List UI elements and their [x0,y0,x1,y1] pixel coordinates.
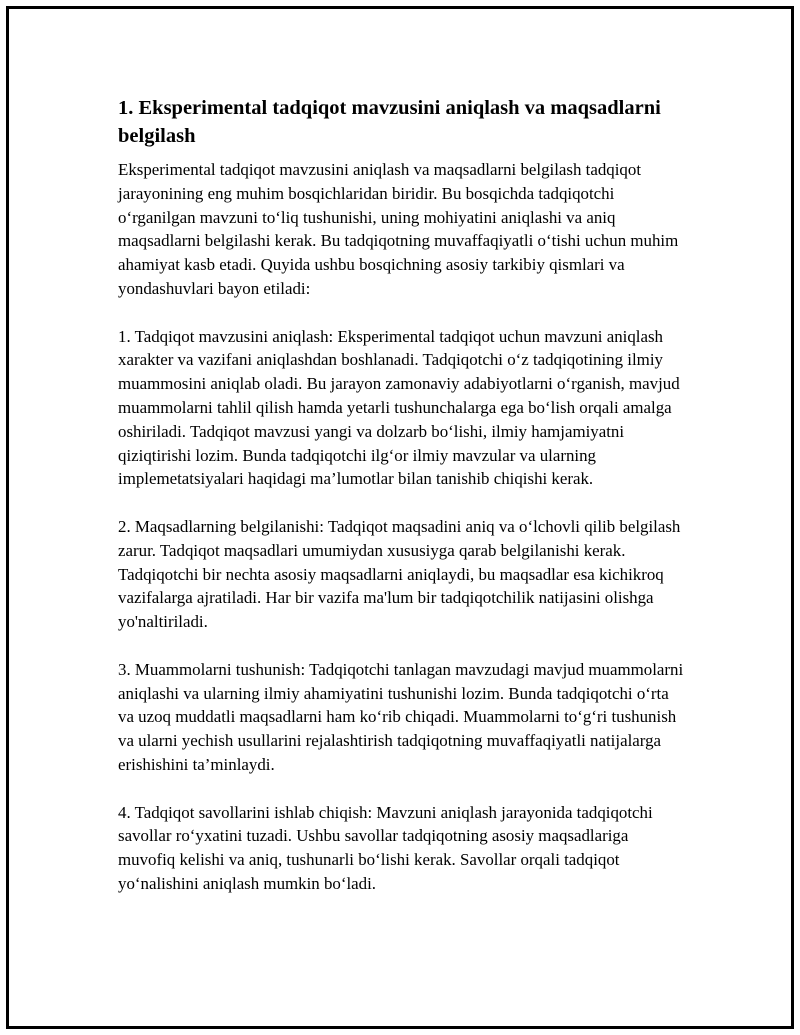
section-heading: 1. Eksperimental tadqiqot mavzusini aniqlash va maqsadlarni belgilash [118,97,661,147]
paragraph-topic-definition: 1. Tadqiqot mavzusini aniqlash: Eksperimental tadqiqot uchun mavzuni aniqlash xarakter va vazifani aniqlashdan boshlanadi. Tadqiqotchi o‘z tadqiqotining ilmiy muammosini aniqlab oladi. Bu jarayon zamonaviy adabiyotlarni o‘rganish, mavjud muammolarni tahlil qilish hamda yetarli tushunchalarga ega bo‘lish orqali amalga oshiriladi. Tadqiqot mavzusi yangi va dolzarb bo‘lishi, ilmiy hamjamiyatni qiziqtirishi lozim. Bunda tadqiqotchi ilg‘or ilmiy mavzular va ularning implemetatsiyalari haqidagi ma’lumotlar bilan tanishib chiqishi kerak. [118,326,680,489]
document-body [118,94,684,920]
intro-paragraph: Eksperimental tadqiqot mavzusini aniqlash va maqsadlarni belgilash tadqiqot jarayonining eng muhim bosqichlaridan biridir. Bu bosqichda tadqiqotchi o‘rganilgan mavzuni to‘liq tushunishi, uning mohiyatini aniqlashi va aniq maqsadlarni belgilashi kerak. Bu tadqiqotning muvaffaqiyatli o‘tishi uchun muhim ahamiyat kasb etadi. Quyida ushbu bosqichning asosiy tarkibiy qismlari va yondashuvlari bayon etiladi: [118,160,679,298]
paragraph-research-questions: 4. Tadqiqot savollarini ishlab chiqish: Mavzuni aniqlash jarayonida tadqiqotchi savollar ro‘yxatini tuzadi. Ushbu savollar tadqiqotning asosiy maqsadlariga muvofiq kelishi va aniq, tushunarli bo‘lishi kerak. Savollar orqali tadqiqot yo‘nalishini aniqlash mumkin bo‘ladi. [118,802,653,893]
paragraph-goal-setting: 2. Maqsadlarning belgilanishi: Tadqiqot maqsadini aniq va o‘lchovli qilib belgilash zarur. Tadqiqot maqsadlari umumiydan xususiyga qarab belgilanishi kerak. Tadqiqotchi bir nechta asosiy maqsadlarni aniqlaydi, bu maqsadlar esa kichikroq vazifalarga ajratiladi. Har bir vazifa ma'lum bir tadqiqotchilik natijasini olishga yo'naltiriladi. [118,516,681,632]
paragraph-problem-understanding: 3. Muammolarni tushunish: Tadqiqotchi tanlagan mavzudagi mavjud muammolarni aniqlashi va ularning ilmiy ahamiyatini tushunishi lozim. Bunda tadqiqotchi o‘rta va uzoq muddatli maqsadlarni ham ko‘rib chiqadi. Muammolarni to‘g‘ri tushunish va ularni yechish usullarini rejalashtirish tadqiqotning muvaffaqiyatli natijalarga erishishini ta’minlaydi. [118,659,684,774]
